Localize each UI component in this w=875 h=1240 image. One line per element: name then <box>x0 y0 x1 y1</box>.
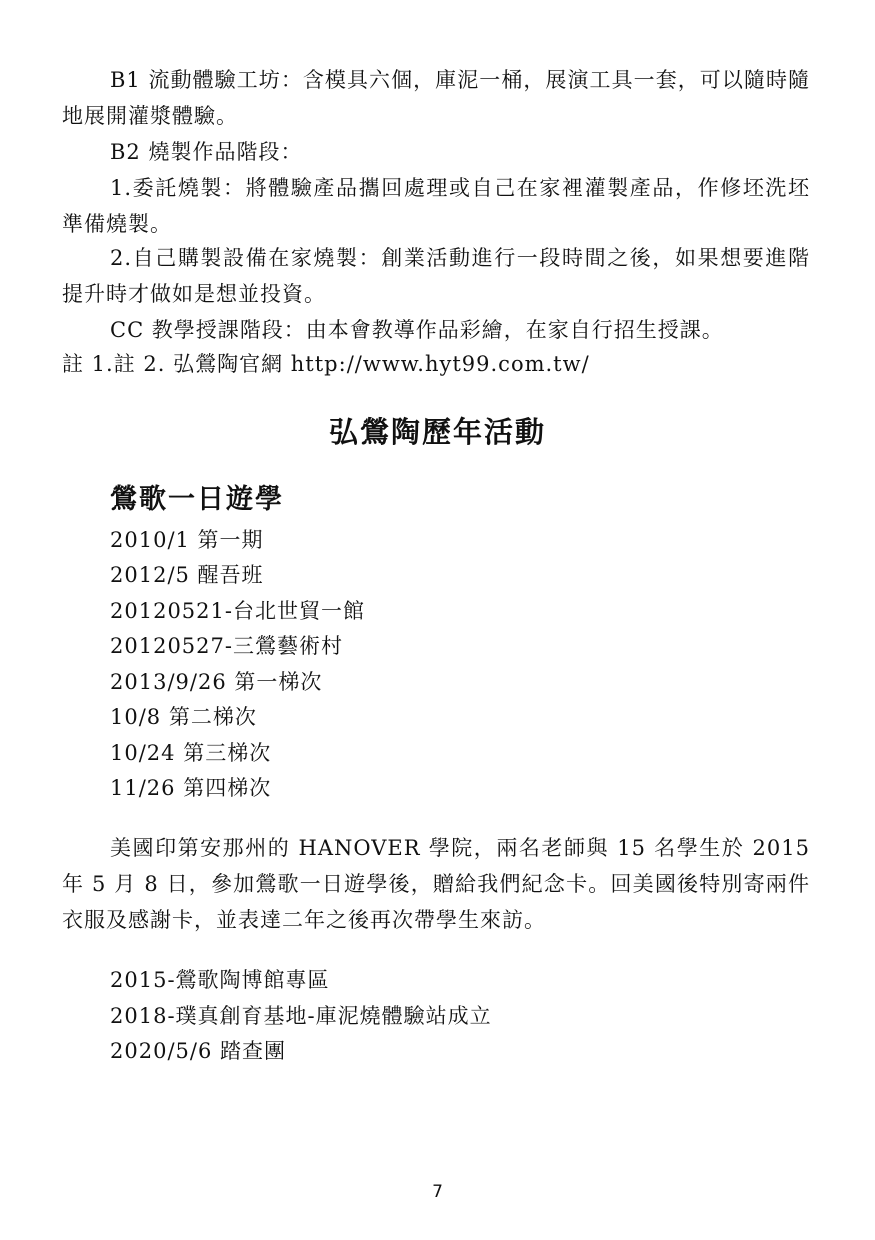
paragraph-b2-heading: B2 燒製作品階段： <box>110 140 303 164</box>
timeline-item: 11/26 第四梯次 <box>110 776 272 800</box>
hanover-paragraph: 美國印第安那州的 HANOVER 學院，兩名老師與 15 名學生於 2015 年 5 月 8 日，參加鶯歌一日遊學後，贈給我們紀念卡。回美國後特別寄兩件衣服及感謝卡，並表達二年之後再次帶學生來訪。 <box>62 836 810 932</box>
timeline-item: 2010/1 第一期 <box>110 528 264 552</box>
timeline-item: 20120527-三鶯藝術村 <box>110 634 343 658</box>
paragraph-b2-item-1: 1.委託燒製：將體驗產品攜回處理或自己在家裡灌製產品，作修坯洗坯準備燒製。 <box>62 176 810 236</box>
subsection-title: 鶯歌一日遊學 <box>110 484 284 515</box>
section-title: 弘鶯陶歷年活動 <box>328 415 546 449</box>
timeline-item: 10/8 第二梯次 <box>110 705 257 729</box>
paragraph-cc: CC 教學授課階段：由本會教導作品彩繪，在家自行招生授課。 <box>110 318 724 342</box>
timeline-item: 2013/9/26 第一梯次 <box>110 670 323 694</box>
event-item: 2015-鶯歌陶博館專區 <box>110 968 330 992</box>
timeline-item: 10/24 第三梯次 <box>110 741 272 765</box>
event-item: 2018-璞真創育基地-庫泥燒體驗站成立 <box>110 1004 492 1028</box>
timeline-item: 20120521-台北世貿一館 <box>110 599 365 623</box>
paragraph-note: 註 1.註 2. 弘鶯陶官網 http://www.hyt99.com.tw/ <box>62 352 590 376</box>
page-number: 7 <box>432 1182 443 1202</box>
paragraph-b1: B1 流動體驗工坊：含模具六個，庫泥一桶，展演工具一套，可以隨時隨地展開灌漿體驗。 <box>62 68 810 128</box>
timeline-item: 2012/5 醒吾班 <box>110 563 264 587</box>
event-item: 2020/5/6 踏查團 <box>110 1039 286 1063</box>
paragraph-b2-item-2: 2.自己購製設備在家燒製：創業活動進行一段時間之後，如果想要進階提升時才做如是想並投資。 <box>62 246 810 306</box>
